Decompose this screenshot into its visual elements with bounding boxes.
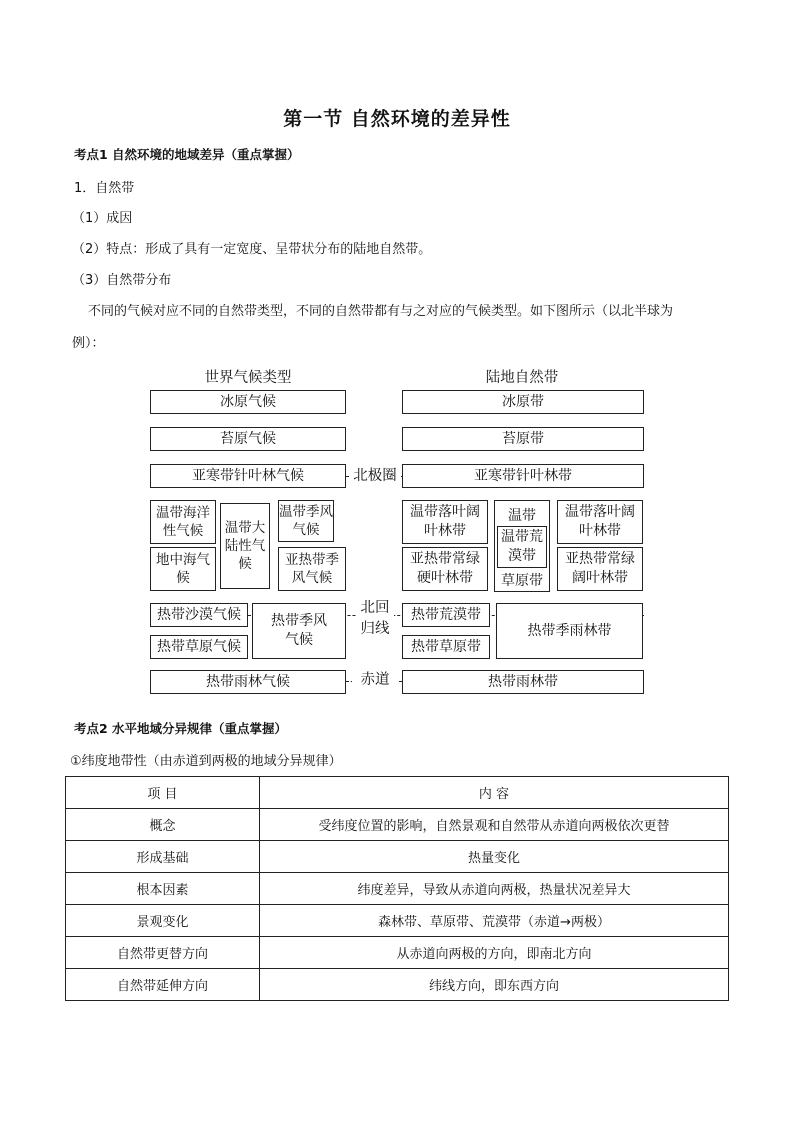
zone-column-title: 陆地自然带 — [485, 370, 559, 386]
table-header-content: 内 容 — [260, 777, 729, 809]
page-title: 第一节 自然环境的差异性 — [283, 108, 511, 130]
table-row — [66, 873, 729, 905]
section-heading-2: 考点2 水平地域分异规律（重点掌握） — [74, 721, 288, 736]
tropic-label: 北回归线 — [356, 598, 394, 640]
zone-taiga: 亚寒带针叶林带 — [402, 464, 644, 488]
climate-tropical-desert: 热带沙漠气候 — [150, 603, 248, 627]
climate-tropical-monsoon: 热带季风气候 — [252, 603, 346, 659]
zone-evergreen-hard: 亚热带常绿硬叶林带 — [402, 547, 488, 591]
paragraph-description-line2: 例）： — [72, 336, 105, 351]
table-row — [66, 937, 729, 969]
section-heading-1: 考点1 自然环境的地域差异（重点掌握） — [74, 147, 300, 162]
table-cell-item: 自然带更替方向 — [66, 937, 260, 969]
table-row — [66, 969, 729, 1001]
table-header-row — [66, 777, 729, 809]
paragraph-description-line1: 不同的气候对应不同的自然带类型，不同的自然带都有与之对应的气候类型。如下图所示（以北半球为 — [88, 304, 674, 319]
table-cell-item: 形成基础 — [66, 841, 260, 873]
climate-column-title: 世界气候类型 — [204, 370, 292, 386]
table-cell-content: 纬度差异，导致从赤道向两极，热量状况差异大 — [260, 873, 729, 905]
zone-deciduous-left: 温带落叶阔叶林带 — [402, 500, 488, 544]
climate-temperate-marine: 温带海洋性气候 — [150, 500, 216, 544]
zone-tropical-desert: 热带荒漠带 — [402, 603, 490, 627]
zone-tropical-rainforest: 热带雨林带 — [402, 670, 644, 694]
climate-mediterranean: 地中海气候 — [150, 547, 216, 591]
zone-evergreen-broad: 亚热带常绿阔叶林带 — [557, 547, 643, 591]
table-cell-content: 受纬度位置的影响，自然景观和自然带从赤道向两极依次更替 — [260, 809, 729, 841]
climate-subtropical-monsoon: 亚热带季风气候 — [278, 547, 346, 591]
table-cell-content: 纬线方向，即东西方向 — [260, 969, 729, 1001]
table-cell-item: 根本因素 — [66, 873, 260, 905]
table-row — [66, 841, 729, 873]
climate-subarctic: 亚寒带针叶林气候 — [150, 464, 346, 488]
paragraph-latitude-zonality: ①纬度地带性（由赤道到两极的地域分异规律） — [70, 754, 342, 769]
latitude-zonality-table — [65, 776, 729, 1001]
climate-ice: 冰原气候 — [150, 390, 346, 414]
zone-ice: 冰原带 — [402, 390, 644, 414]
climate-temperate-continental: 温带大陆性气候 — [220, 503, 270, 589]
equator-label: 赤道 — [352, 671, 398, 690]
zone-temperate-desert: 温带荒漠带 — [497, 526, 547, 568]
paragraph-natural-zone: 1．自然带 — [74, 181, 135, 196]
table-cell-content: 热量变化 — [260, 841, 729, 873]
table-cell-item: 景观变化 — [66, 905, 260, 937]
table-cell-content: 森林带、草原带、荒漠带（赤道→两极） — [260, 905, 729, 937]
table-row — [66, 905, 729, 937]
zone-tropical-savanna: 热带草原带 — [402, 635, 490, 659]
table-row — [66, 809, 729, 841]
zone-steppe: 草原带 — [501, 573, 543, 589]
table-cell-content: 从赤道向两极的方向，即南北方向 — [260, 937, 729, 969]
arctic-circle-label: 北极圈 — [349, 467, 401, 486]
table-header-item: 项 目 — [66, 777, 260, 809]
zone-temperate-label: 温带 — [508, 508, 536, 524]
zone-tropical-monsoon-forest: 热带季雨林带 — [496, 603, 643, 659]
climate-tropical-savanna: 热带草原气候 — [150, 635, 248, 659]
zone-tundra: 苔原带 — [402, 427, 644, 451]
table-cell-item: 概念 — [66, 809, 260, 841]
paragraph-distribution: （3）自然带分布 — [72, 273, 172, 288]
table-cell-item: 自然带延伸方向 — [66, 969, 260, 1001]
zone-deciduous-right: 温带落叶阔叶林带 — [557, 500, 643, 544]
paragraph-cause: （1）成因 — [72, 211, 133, 226]
climate-tropical-rainforest: 热带雨林气候 — [150, 670, 346, 694]
climate-temperate-monsoon: 温带季风气候 — [278, 500, 334, 542]
climate-tundra: 苔原气候 — [150, 427, 346, 451]
paragraph-feature: （2）特点：形成了具有一定宽度、呈带状分布的陆地自然带。 — [72, 242, 432, 257]
